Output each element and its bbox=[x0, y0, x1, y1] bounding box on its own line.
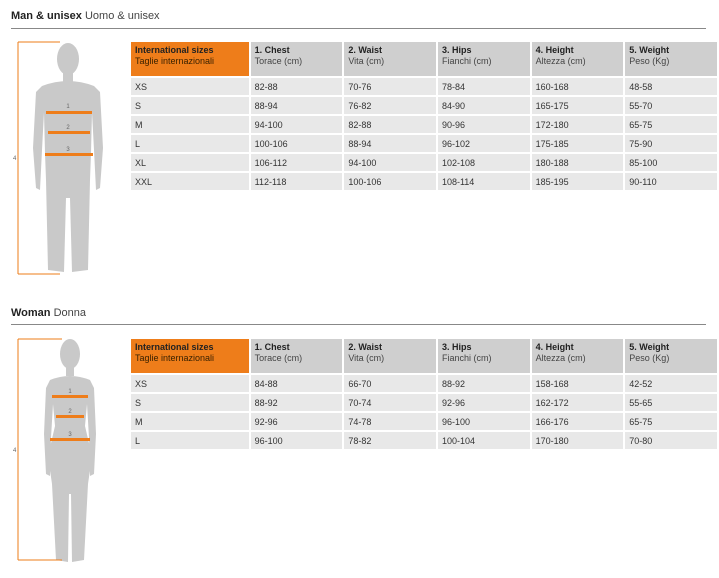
chest-cell: 94-100 bbox=[251, 116, 343, 133]
hips-cell: 96-100 bbox=[438, 413, 530, 430]
hips-cell: 100-104 bbox=[438, 432, 530, 449]
table-row bbox=[131, 432, 717, 449]
header-height: 4. Height Altezza (cm) bbox=[532, 339, 624, 373]
height-cell: 185-195 bbox=[532, 173, 624, 190]
header-height: 4. Height Altezza (cm) bbox=[532, 42, 624, 76]
waist-cell: 82-88 bbox=[344, 116, 436, 133]
chest-cell: 88-94 bbox=[251, 97, 343, 114]
man-size-table bbox=[129, 40, 719, 192]
weight-cell: 85-100 bbox=[625, 154, 717, 171]
table-row bbox=[131, 78, 717, 95]
man-subtitle: Uomo & unisex bbox=[84, 10, 160, 22]
hips-cell: 78-84 bbox=[438, 78, 530, 95]
header-hips: 3. Hips Fianchi (cm) bbox=[438, 339, 530, 373]
table-header-row bbox=[131, 42, 717, 76]
header-international-sizes: International sizes Taglie internazionali bbox=[131, 42, 249, 76]
woman-section-title bbox=[11, 307, 86, 319]
woman-title: Woman bbox=[11, 307, 51, 319]
chest-cell: 92-96 bbox=[251, 413, 343, 430]
table-header-row bbox=[131, 339, 717, 373]
height-cell: 158-168 bbox=[532, 375, 624, 392]
chest-cell: 82-88 bbox=[251, 78, 343, 95]
height-cell: 162-172 bbox=[532, 394, 624, 411]
woman-divider bbox=[11, 324, 706, 325]
table-row bbox=[131, 173, 717, 190]
chest-cell: 88-92 bbox=[251, 394, 343, 411]
size-cell: S bbox=[131, 394, 249, 411]
woman-marker-4: 4 bbox=[13, 448, 17, 454]
weight-cell: 70-80 bbox=[625, 432, 717, 449]
chest-cell: 112-118 bbox=[251, 173, 343, 190]
woman-marker-3: 3 bbox=[68, 432, 72, 438]
table-row bbox=[131, 116, 717, 133]
height-cell: 175-185 bbox=[532, 135, 624, 152]
height-cell: 160-168 bbox=[532, 78, 624, 95]
hips-cell: 96-102 bbox=[438, 135, 530, 152]
height-cell: 166-176 bbox=[532, 413, 624, 430]
hips-cell: 90-96 bbox=[438, 116, 530, 133]
header-weight: 5. Weight Peso (Kg) bbox=[625, 339, 717, 373]
waist-cell: 78-82 bbox=[344, 432, 436, 449]
man-marker-2: 2 bbox=[66, 125, 70, 131]
header-waist: 2. Waist Vita (cm) bbox=[344, 339, 436, 373]
man-divider bbox=[11, 28, 706, 29]
waist-cell: 70-74 bbox=[344, 394, 436, 411]
woman-size-table bbox=[129, 337, 719, 451]
hips-cell: 102-108 bbox=[438, 154, 530, 171]
size-cell: M bbox=[131, 116, 249, 133]
header-chest: 1. Chest Torace (cm) bbox=[251, 42, 343, 76]
weight-cell: 90-110 bbox=[625, 173, 717, 190]
table-row bbox=[131, 135, 717, 152]
size-cell: XL bbox=[131, 154, 249, 171]
man-marker-1: 1 bbox=[66, 104, 70, 110]
size-cell: S bbox=[131, 97, 249, 114]
height-cell: 170-180 bbox=[532, 432, 624, 449]
waist-cell: 70-76 bbox=[344, 78, 436, 95]
header-international-sizes: International sizes Taglie internazionali bbox=[131, 339, 249, 373]
chest-cell: 84-88 bbox=[251, 375, 343, 392]
header-weight: 5. Weight Peso (Kg) bbox=[625, 42, 717, 76]
header-chest: 1. Chest Torace (cm) bbox=[251, 339, 343, 373]
header-waist: 2. Waist Vita (cm) bbox=[344, 42, 436, 76]
table-row bbox=[131, 413, 717, 430]
hips-cell: 88-92 bbox=[438, 375, 530, 392]
hips-cell: 108-114 bbox=[438, 173, 530, 190]
weight-cell: 42-52 bbox=[625, 375, 717, 392]
woman-marker-1: 1 bbox=[68, 389, 72, 395]
size-cell: L bbox=[131, 432, 249, 449]
man-section-title bbox=[11, 10, 160, 22]
height-cell: 180-188 bbox=[532, 154, 624, 171]
weight-cell: 55-70 bbox=[625, 97, 717, 114]
woman-marker-2: 2 bbox=[68, 409, 72, 415]
hips-cell: 84-90 bbox=[438, 97, 530, 114]
weight-cell: 48-58 bbox=[625, 78, 717, 95]
waist-cell: 66-70 bbox=[344, 375, 436, 392]
table-row bbox=[131, 394, 717, 411]
header-hips: 3. Hips Fianchi (cm) bbox=[438, 42, 530, 76]
chest-cell: 100-106 bbox=[251, 135, 343, 152]
man-marker-3: 3 bbox=[66, 147, 70, 153]
size-cell: XXL bbox=[131, 173, 249, 190]
waist-cell: 100-106 bbox=[344, 173, 436, 190]
man-title: Man & unisex bbox=[11, 10, 82, 22]
chest-cell: 96-100 bbox=[251, 432, 343, 449]
waist-cell: 76-82 bbox=[344, 97, 436, 114]
waist-cell: 94-100 bbox=[344, 154, 436, 171]
hips-cell: 92-96 bbox=[438, 394, 530, 411]
woman-subtitle: Donna bbox=[53, 307, 87, 319]
table-row bbox=[131, 375, 717, 392]
weight-cell: 75-90 bbox=[625, 135, 717, 152]
waist-cell: 74-78 bbox=[344, 413, 436, 430]
size-cell: L bbox=[131, 135, 249, 152]
weight-cell: 55-65 bbox=[625, 394, 717, 411]
height-cell: 165-175 bbox=[532, 97, 624, 114]
chest-cell: 106-112 bbox=[251, 154, 343, 171]
man-body-figure bbox=[8, 38, 123, 278]
man-marker-4: 4 bbox=[13, 156, 17, 162]
weight-cell: 65-75 bbox=[625, 413, 717, 430]
size-cell: XS bbox=[131, 78, 249, 95]
height-cell: 172-180 bbox=[532, 116, 624, 133]
table-row bbox=[131, 154, 717, 171]
size-cell: M bbox=[131, 413, 249, 430]
waist-cell: 88-94 bbox=[344, 135, 436, 152]
table-row bbox=[131, 97, 717, 114]
weight-cell: 65-75 bbox=[625, 116, 717, 133]
woman-body-figure bbox=[8, 334, 123, 569]
size-cell: XS bbox=[131, 375, 249, 392]
